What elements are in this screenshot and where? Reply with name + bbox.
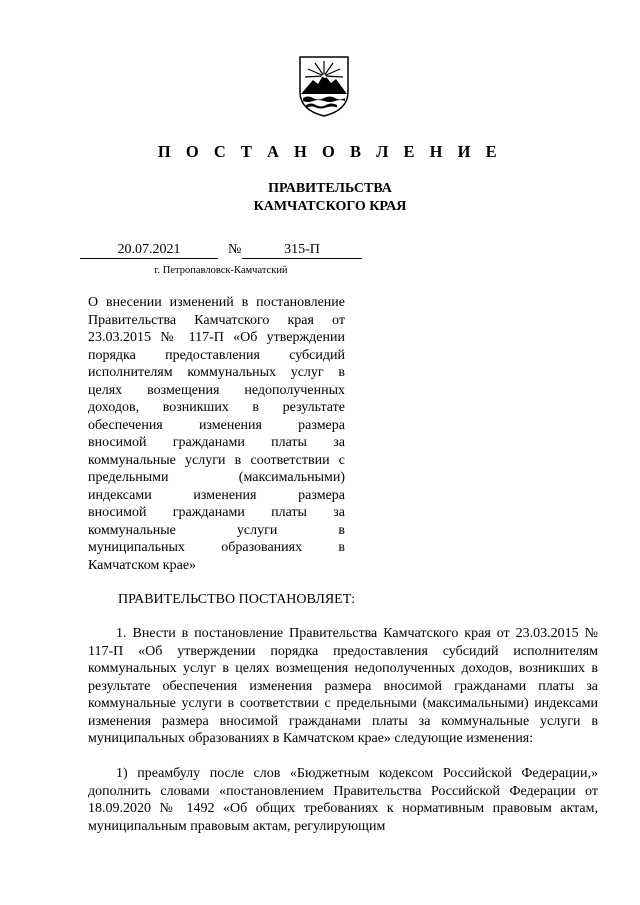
subject-line: предельными (максимальными): [88, 470, 345, 485]
subject-line: обеспечения изменения размера: [88, 417, 345, 433]
subject-line: доходов, возникших в результате: [88, 400, 345, 415]
subject-line: 23.03.2015 № 117-П «Об утверждении: [88, 330, 345, 345]
subject-line: коммунальные услуги в: [88, 522, 345, 538]
document-date: 20.07.2021: [80, 242, 218, 259]
subject-line: вносимой гражданами платы за: [88, 505, 345, 520]
number-sign: №: [228, 242, 242, 257]
paragraph-1-text: 1. Внести в постановление Правительства Камчатского края от 23.03.2015 № 117-П «Об утверждении порядка предоставления субсидий исполнителям коммунальных услуг в целях возмещения недополученных доходов, возникших в результате обеспечения изменения размера вносимой гражданами платы за коммунальные услуги в соответствии с предельными (максимальными) индексами изменения размера вносимой гражданами платы за коммунальные услуги в муниципальных образованиях в Камчатском крае» следующие изменения:: [88, 626, 598, 746]
subject-line: Правительства Камчатского края от: [88, 312, 345, 328]
subject-line: целях возмещения недополученных: [88, 382, 345, 398]
document-type-title: П О С Т А Н О В Л Е Н И Е: [157, 142, 503, 161]
subject-line: вносимой гражданами платы за: [88, 435, 345, 450]
subject-line: коммунальные услуги в соответствии с: [88, 452, 345, 468]
paragraph-1: [88, 625, 598, 748]
subject-line: Камчатском крае»: [88, 557, 197, 573]
issuer-line-2: КАМЧАТСКОГО КРАЯ: [253, 199, 407, 214]
issuer-line-1: ПРАВИТЕЛЬСТВА: [268, 181, 392, 196]
paragraph-2: [88, 765, 598, 835]
paragraph-2-text: 1) преамбулу после слов «Бюджетным кодексом Российской Федерации,» дополнить словами «постановлением Правительства Российской Федерации от 18.09.2020 № 1492 «Об общих требованиях к нормативным правовым актам, муниципальным правовым актам, регулирующим: [88, 766, 598, 834]
resolution-heading: ПРАВИТЕЛЬСТВО ПОСТАНОВЛЯЕТ:: [118, 592, 356, 607]
subject-line: исполнителям коммунальных услуг в: [88, 365, 345, 380]
document-number: 315-П: [242, 242, 362, 259]
subject-line: муниципальных образованиях в: [88, 540, 345, 555]
issuer-block: [0, 180, 640, 216]
subject-line: индексами изменения размера: [88, 487, 345, 503]
subject-line: О внесении изменений в постановление: [88, 295, 345, 310]
document-place: г. Петропавловск-Камчатский: [154, 265, 288, 276]
document-subject: [88, 294, 345, 574]
subject-line: порядка предоставления субсидий: [88, 347, 345, 363]
kamchatka-coat-of-arms-icon: [297, 54, 351, 118]
